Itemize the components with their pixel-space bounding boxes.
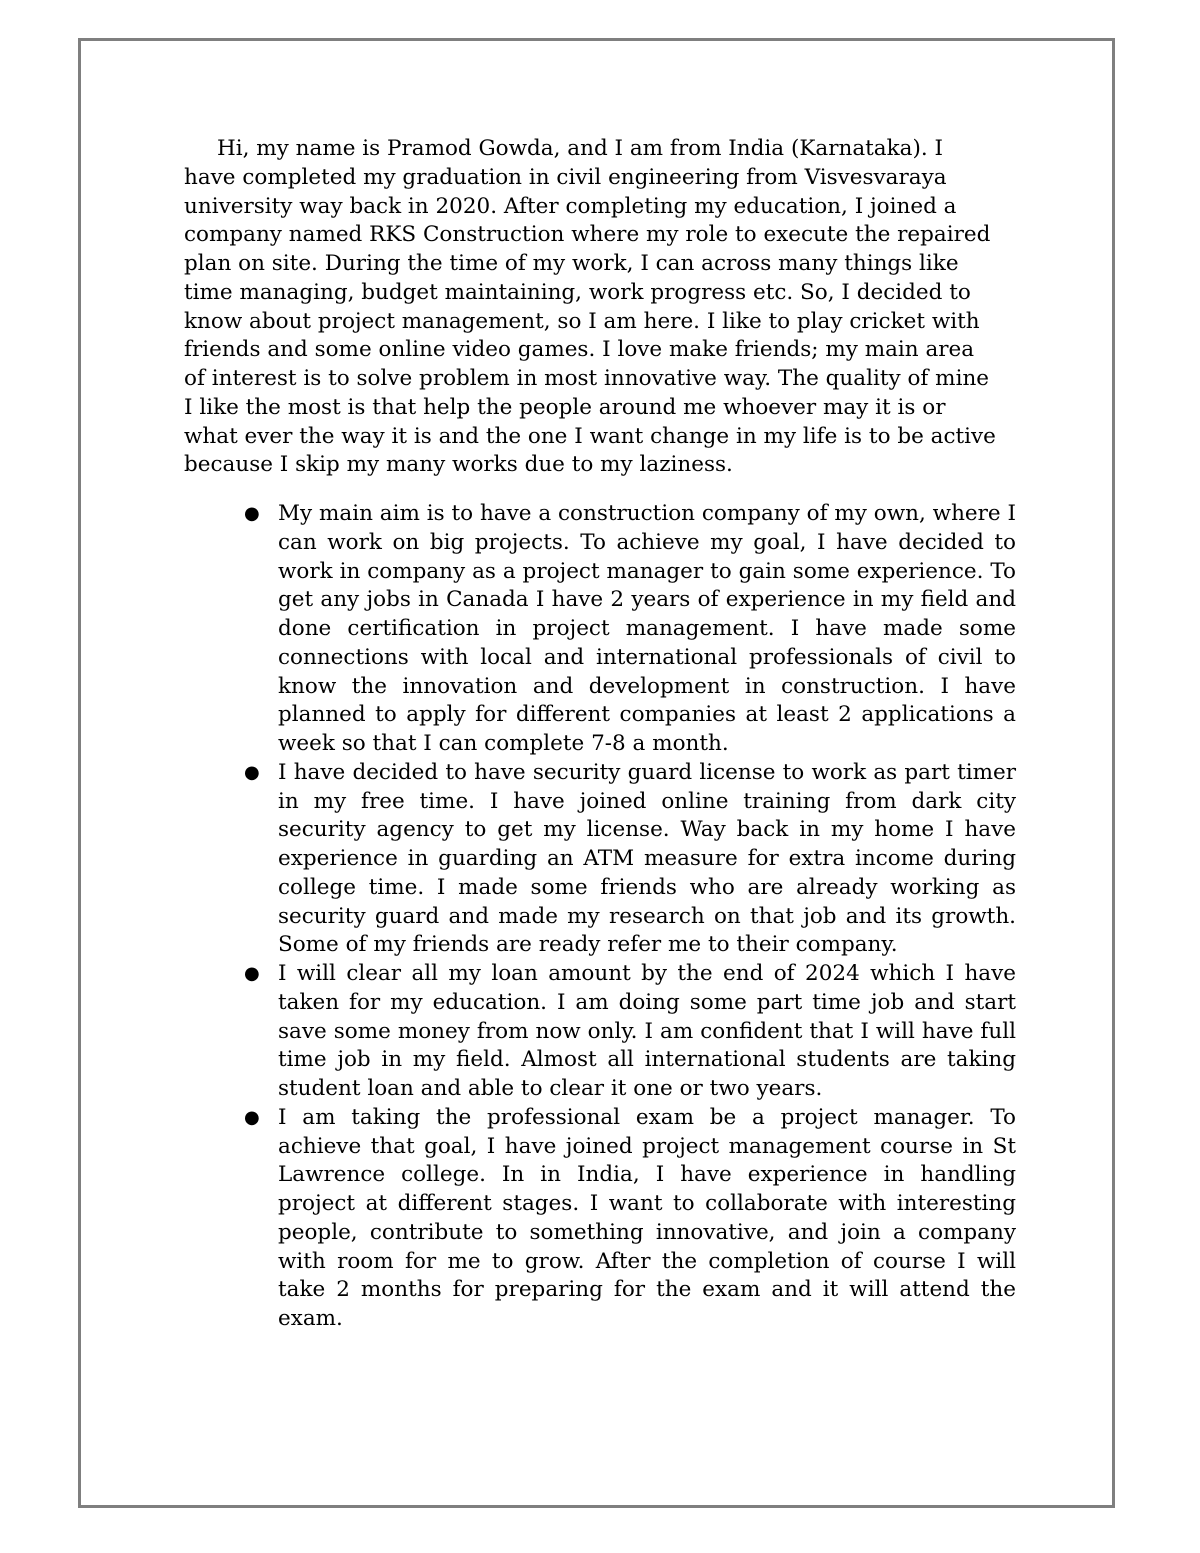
list-item [184, 1104, 1016, 1334]
goal-text: I have decided to have security guard license to work as part timer in my free time. I have joined online training from dark city security agency to get my license. Way back in my home I have experience in guarding an ATM measure for extra income during college time. I made some friends who are already working as security guard and made my research on that job and its growth. Some of my friends are ready refer me to their company. [278, 759, 1016, 958]
list-item [184, 759, 1016, 960]
bullet-icon: ● [244, 963, 260, 984]
goal-text: I will clear all my loan amount by the end of 2024 which I have taken for my education. I am doing some part time job and start save some money from now only. I am confident that I will have full time job in my field. Almost all international students are taking student loan and able to clear it one or two years. [278, 961, 1016, 1101]
list-item [184, 500, 1016, 759]
goal-text: I am taking the professional exam be a project manager. To achieve that goal, I have joined project management course in St Lawrence college. In in India, I have experience in handling project at different stages. I want to collaborate with interesting people, contribute to something innovative, and join a company with room for me to grow. After the completion of course I will take 2 months for preparing for the exam and it will attend the exam. [278, 1104, 1016, 1331]
document-body [184, 135, 1016, 1334]
goal-text: My main aim is to have a construction company of my own, where I can work on big projects. To achieve my goal, I have decided to work in company as a project manager to gain some experience. To get any jobs in Canada I have 2 years of experience in my field and done certification in project management. I have made some connections with local and international professionals of civil to know the innovation and development in construction. I have planned to apply for different companies at least 2 applications a week so that I can complete 7-8 a month. [278, 501, 1016, 756]
list-item [184, 960, 1016, 1104]
bullet-icon: ● [244, 503, 260, 524]
bullet-icon: ● [244, 761, 260, 783]
intro-paragraph: Hi, my name is Pramod Gowda, and I am from India (Karnataka). I have completed my graduation in civil engineering from Visvesvaraya university way back in 2020. After completing my education, I joined a company named RKS Construction where my role to execute the repaired plan on site. During the time of my work, I can across many things like time managing, budget maintaining, work progress etc. So, I decided to know about project management, so I am here. I like to play cricket with friends and some online video games. I love make friends; my main area of interest is to solve problem in most innovative way. The quality of mine I like the most is that help the people around me whoever may it is or what ever the way it is and the one I want change in my life is to be active because I skip my many works due to my laziness. [184, 136, 996, 478]
goals-list [184, 500, 1016, 1334]
bullet-icon: ● [244, 1106, 260, 1128]
